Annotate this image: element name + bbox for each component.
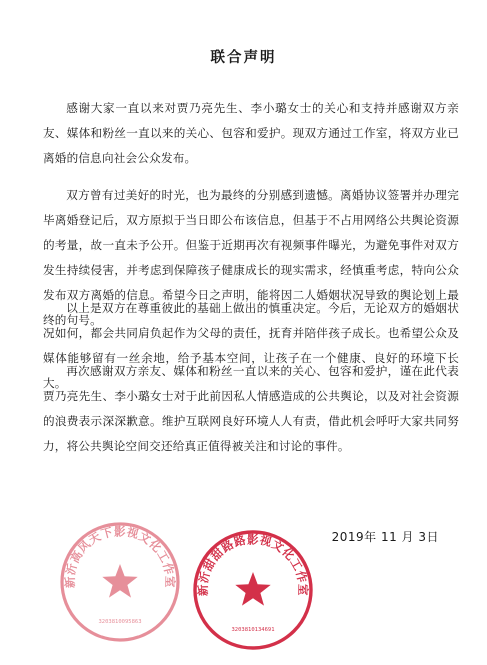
right-seal-graphic <box>191 528 315 652</box>
paragraph-4: 再次感谢双方亲友、媒体和粉丝一直以来的关心、包容和爱护，谨在此代表贾乃亮先生、李小璐女士对于此前因私人情感造成的公共舆论，以及对社会资源的浪费表示深深歉意。维护互联网良好环境人人有责，借此机会呼吁大家共同努力，将公共舆论空间交还给真正值得被关注和讨论的事件。 <box>43 364 459 453</box>
right-company-seal <box>191 528 315 652</box>
left-company-seal <box>58 520 182 644</box>
paragraph-1: 感谢大家一直以来对贾乃亮先生、李小璐女士的关心和支持并感谢双方亲友、媒体和粉丝一直以来的关心、包容和爱护。现双方通过工作室，将双方业已离婚的信息向社会公众发布。 <box>43 101 459 165</box>
statement-date: 2019年 11 月 3日 <box>331 530 439 544</box>
paragraph-2: 双方曾有过美好的时光，也为最终的分别感到遗憾。离婚协议签署并办理完毕离婚登记后，双方原拟于当日即公布该信息，但基于不占用网络公共舆论资源的考量，故一直未予公开。但鉴于近期再次有视频事件曝光，为避免事件对双方发生持续侵害，并考虑到保障孩子健康成长的现实需求，经慎重考虑，特向公众发布双方离婚的信息。希望今日之声明，能将因二人婚姻状况导致的舆论划上最终的句号。 <box>43 188 459 327</box>
right-seal-arc-text: 新沂甜甜路路影视文化工作室 <box>195 532 311 597</box>
left-seal-code: 3203810095863 <box>98 619 142 625</box>
paragraph-3: 以上是双方在尊重彼此的基础上做出的慎重决定。今后，无论双方的婚姻状况如何，都会共同肩负起作为父母的责任，抚育并陪伴孩子成长。也希望公众及媒体能够留有一丝余地，给予基本空间，让孩子在一个健康、良好的环境下长大。 <box>43 301 459 390</box>
left-seal-arc-text: 新沂高风天下影视文化工作室 <box>62 524 178 589</box>
document-title: 联合声明 <box>210 50 277 66</box>
right-seal-code: 3203810134691 <box>231 627 275 633</box>
left-seal-graphic <box>58 520 182 644</box>
left-seal-star-icon <box>102 564 137 598</box>
right-seal-star-icon <box>235 572 270 606</box>
